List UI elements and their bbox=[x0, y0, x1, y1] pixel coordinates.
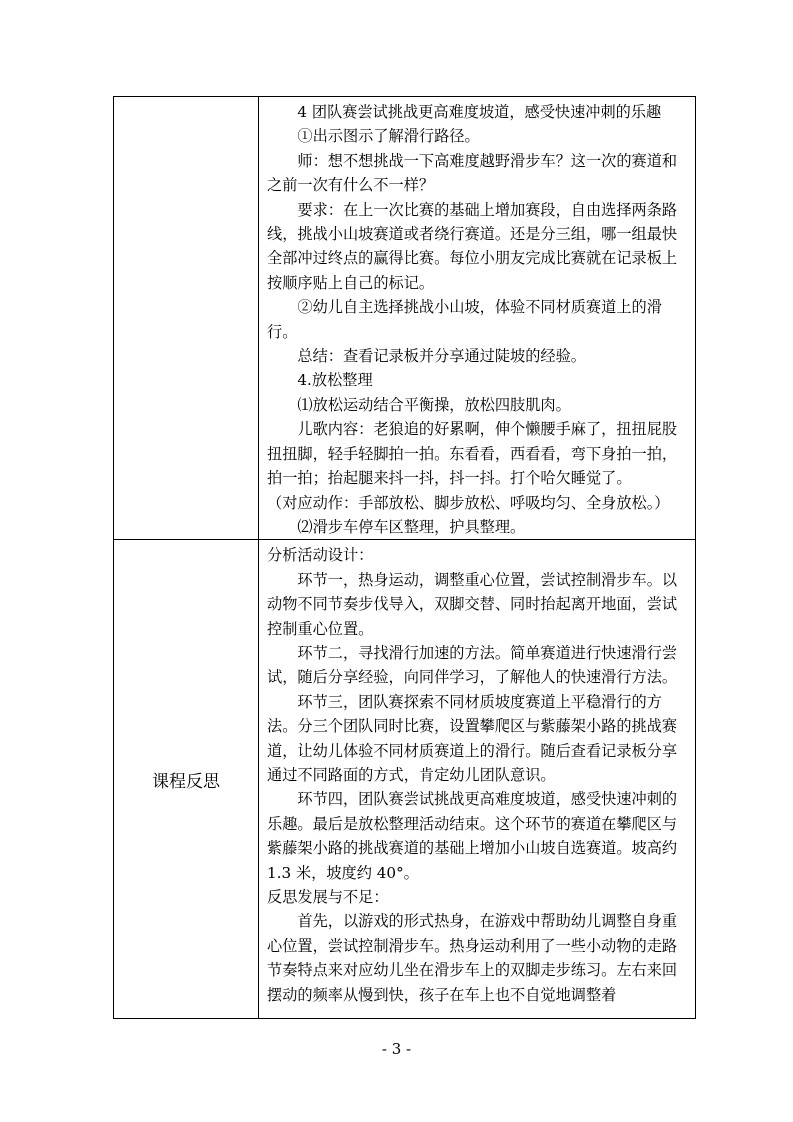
paragraph: ②幼儿自主选择挑战小山坡，体验不同材质赛道上的滑行。 bbox=[267, 298, 662, 341]
paragraph: ⑴放松运动结合平衡操，放松四肢肌肉。 bbox=[297, 395, 571, 414]
paragraph: 儿歌内容：老狼追的好累啊，伸个懒腰手麻了，扭扭屁股扭扭脚，轻手轻脚拍一拍。东看看，西看看，弯下身拍一拍，拍一拍；抬起腿来抖一抖，抖一抖。打个哈欠睡觉了。 bbox=[267, 420, 678, 488]
row-label-cell bbox=[114, 97, 259, 540]
row-content-cell bbox=[259, 97, 696, 540]
paragraph: 反思发展与不足： bbox=[267, 888, 389, 906]
paragraph: 环节一，热身运动，调整重心位置，尝试控制滑步车。以动物不同节奏步伐导入，双脚交替、同时抬起离开地面，尝试控制重心位置。 bbox=[267, 570, 678, 638]
paragraph: （对应动作：手部放松、脚步放松、呼吸均匀、全身放松。） bbox=[267, 493, 670, 512]
table-row bbox=[114, 97, 696, 540]
paragraph: 要求：在上一次比赛的基础上增加赛段，自由选择两条路线，挑战小山坡赛道或者绕行赛道。还是分三组，哪一组最快全部冲过终点的赢得比赛。每位小朋友完成比赛就在记录板上按顺序贴上自己的标记。 bbox=[267, 200, 678, 292]
paragraph: 师：想不想挑战一下高难度越野滑步车？这一次的赛道和之前一次有什么不一样？ bbox=[267, 151, 678, 195]
paragraph: ①出示图示了解滑行路径。 bbox=[297, 127, 480, 146]
paragraph: 环节三，团队赛探索不同材质坡度赛道上平稳滑行的方法。分三个团队同时比赛，设置攀爬区与紫藤架小路的挑战赛道，让幼儿体验不同材质赛道上的滑行。随后查看记录板分享通过不同路面的方式，肯定幼儿团队意识。 bbox=[267, 692, 678, 784]
table-row bbox=[114, 540, 696, 1019]
paragraph: ⑵滑步车停车区整理，护具整理。 bbox=[297, 517, 526, 536]
paragraph: 环节二，寻找滑行加速的方法。简单赛道进行快速滑行尝试，随后分享经验，向同伴学习，了解他人的快速滑行方法。 bbox=[267, 643, 678, 687]
row-label-cell: 课程反思 bbox=[114, 540, 259, 1019]
paragraph: 4 团队赛尝试挑战更高难度坡道，感受快速冲刺的乐趣 bbox=[297, 103, 662, 121]
paragraph: 首先，以游戏的形式热身，在游戏中帮助幼儿调整自身重心位置，尝试控制滑步车。热身运动利用了一些小动物的走路节奏特点来对应幼儿坐在滑步车上的双脚走步练习。左右来回摆动的频率从慢到快，孩子在车上也不自觉地调整着 bbox=[267, 912, 678, 1004]
page-number: - 3 - bbox=[381, 1040, 412, 1058]
paragraph: 分析活动设计： bbox=[267, 546, 374, 565]
content-table bbox=[113, 96, 696, 1019]
paragraph: 4.放松整理 bbox=[297, 371, 373, 390]
paragraph: 环节四，团队赛尝试挑战更高难度坡道，感受快速冲刺的乐趣。最后是放松整理活动结束。这个环节的赛道在攀爬区与紫藤架小路的挑战赛道的基础上增加小山坡自选赛道。坡高约 1.3 米，坡度约 40°。 bbox=[267, 790, 678, 882]
row-content-cell bbox=[259, 540, 696, 1019]
paragraph: 总结：查看记录板并分享通过陡坡的经验。 bbox=[297, 347, 586, 366]
